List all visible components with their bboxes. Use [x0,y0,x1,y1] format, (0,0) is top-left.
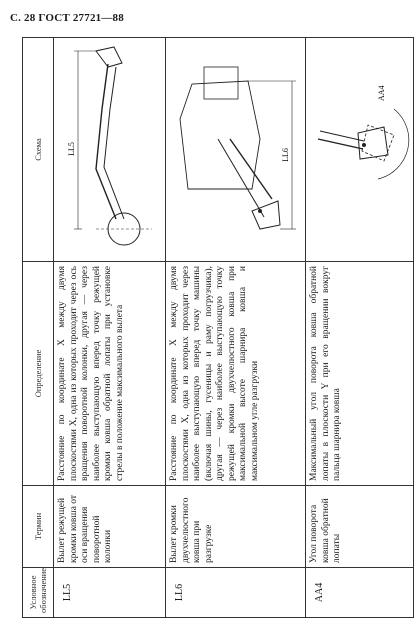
machine-body [180,81,260,189]
row-code: AA4 [306,568,414,618]
bucket-shape [96,47,122,67]
row-code: LL5 [54,568,166,618]
scheme-cell [166,38,306,262]
row-definition: Максимальный угол поворота ковша обратной лопаты в плоскости Y при его вращении вокруг пальца шарнира ковша [306,262,414,486]
bucket-position-closed [362,125,394,161]
table-row [166,38,306,618]
scheme-label: LL6 [281,148,290,162]
col-header-scheme: Схема [23,38,54,262]
backhoe-reach-diagram [56,41,162,259]
scheme-cell [54,38,166,262]
bucket-pivot [362,143,366,147]
terms-table [22,37,414,618]
loader-dump-reach-diagram [168,41,302,259]
clamshell-bucket [252,201,280,229]
row-term: Вылет режущей кромки ковша от оси вращения поворотной колонки [54,486,166,568]
scheme-label: AA4 [377,85,386,101]
table-header-row [23,38,54,618]
col-header-symbol: Условное обозначение [23,568,54,618]
rotation-angle-arc [378,109,409,179]
scheme-cell [306,38,414,262]
stick-arm [318,139,363,149]
row-definition: Расстояние по координате X между двумя плоскостями X, одна из которых проходит через наиболее выступающую вперед точку машины (включая шины, гусеницы и раму погрузчика), другая — через наиболее выступающую точку режущей кромки двухчелюстного ковша при максимальной высоте шарнира ковша и максимальном угле разгрузки [166,262,306,486]
row-term: Угол поворота ковша обратной лопаты [306,486,414,568]
row-term: Вылет кромки двухчелюстного ковша при разгрузке [166,486,306,568]
col-header-definition: Определение [23,262,54,486]
row-definition: Расстояние по координате X между двумя плоскостями X, одна из которых проходит через ось вращения поворотной колонки, другая — через наиболее выступающую вперед точку режущей кромки ковша обратной лопаты при установке стрелы в положение максимального вылета [54,262,166,486]
rotated-table-container [22,38,408,618]
col-header-term: Термин [23,486,54,568]
page-header: С. 28 ГОСТ 27721—88 [10,12,124,24]
scheme-label: LL5 [67,142,76,156]
bucket-rotation-angle-diagram [308,41,410,259]
loader-arm [230,139,272,199]
table-row [306,38,414,618]
table-row [54,38,166,618]
bucket-position-open [358,127,388,159]
row-code: LL6 [166,568,306,618]
